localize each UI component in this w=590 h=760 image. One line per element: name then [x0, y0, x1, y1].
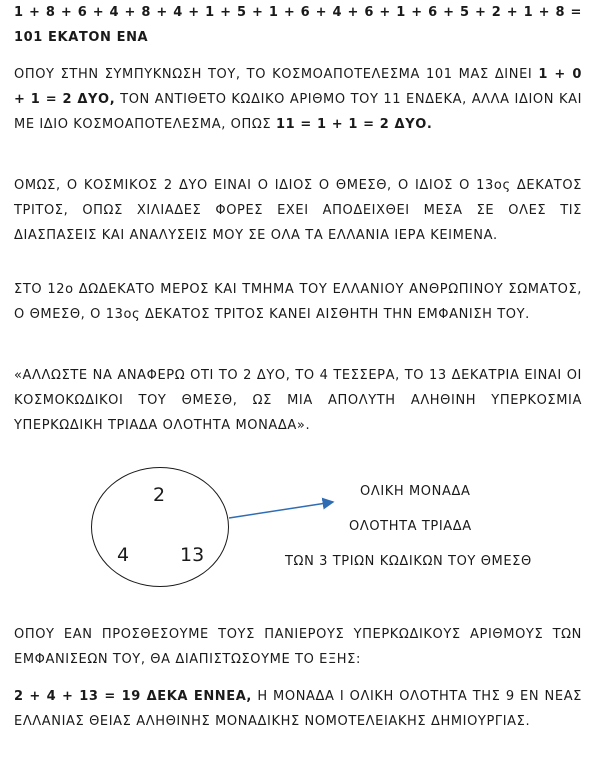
paragraph-if-we-add: ΟΠΟΥ ΕΑΝ ΠΡΟΣΘΕΣΟΥΜΕ ΤΟΥΣ ΠΑΝΙΕΡΟΥΣ ΥΠΕΡΚΩΔΙΚΟΥΣ ΑΡΙΘΜΟΥΣ ΤΩΝ ΕΜΦΑΝΙΣΕΩΝ ΤΟΥ, ΘΑ ΔΙΑΠΙΣΤΩΣΟΥΜΕ ΤΟ ΕΞΗΣ: — [14, 627, 582, 667]
circle-number-thirteen: 13 — [180, 544, 205, 566]
paragraph-text: ΤΟΝ ΑΝΤΙΘΕΤΟ ΚΩΔΙΚΟ ΑΡΙΘΜΟ ΤΟΥ 11 ΕΝΔΕΚΑ, ΑΛΛΑ ΙΔΙΟΝ ΚΑΙ ΜΕ ΙΔΙΟ ΚΟΣΜΟΑΠΟΤΕΛΕΣΜΑ, ΟΠΩΣ — [14, 92, 583, 132]
paragraph-nineteen — [14, 684, 582, 734]
paragraph-twelfth-part: ΣΤΟ 12ο ΔΩΔΕΚΑΤΟ ΜΕΡΟΣ ΚΑΙ ΤΜΗΜΑ ΤΟΥ ΕΛΛΑΝΙΟΥ ΑΝΘΡΩΠΙΝΟΥ ΣΩΜΑΤΟΣ, Ο ΘΜΕΣΘ, Ο 13ος ΔΕΚΑΤΟΣ ΤΡΙΤΟΣ ΚΑΝΕΙ ΑΙΣΘΗΤΗ ΤΗΝ ΕΜΦΑΝΙΣΗ ΤΟΥ. — [14, 282, 582, 322]
label-three-codes: ΤΩΝ 3 ΤΡΙΩΝ ΚΩΔΙΚΩΝ ΤΟΥ ΘΜΕΣΘ — [285, 554, 532, 569]
paragraph-quote: «ΑΛΛΩΣΤΕ ΝΑ ΑΝΑΦΕΡΩ ΟΤΙ ΤΟ 2 ΔΥΟ, ΤΟ 4 ΤΕΣΣΕΡΑ, ΤΟ 13 ΔΕΚΑΤΡΙΑ ΕΙΝΑΙ ΟΙ ΚΟΣΜΟΚΩΔΙΚΟΙ ΤΟΥ ΘΜΕΣΘ, ΩΣ ΜΙΑ ΑΠΟΛΥΤΗ ΑΛΗΘΙΝΗ ΥΠΕΡΚΟΣΜΙΑ ΥΠΕΡΚΩΔΙΚΗ ΤΡΙΑΔΑ ΟΛΟΤΗΤΑ ΜΟΝΑΔΑ». — [14, 368, 582, 433]
circle-number-four: 4 — [117, 544, 130, 566]
paragraph-text: Η ΜΟΝΑΔΑ Ι ΟΛΙΚΗ ΟΛΟΤΗΤΑ ΤΗΣ 9 ΕΝ ΝΕΑΣ ΕΛΛΑΝΙΑΣ ΘΕΙΑΣ ΑΛΗΘΙΝΗΣ ΜΟΝΑΔΙΚΗΣ ΝΟΜΟΤΕΛΕΙΑΚΗΣ ΔΗΜΙΟΥΡΓΙΑΣ. — [14, 689, 582, 729]
bold-equation: 11 = 1 + 1 = 2 ΔΥΟ. — [275, 117, 433, 132]
paragraph-101 — [14, 62, 582, 137]
label-totality-triad: ΟΛΟΤΗΤΑ ΤΡΙΑΔΑ — [349, 519, 472, 534]
label-total-unit: ΟΛΙΚΗ ΜΟΝΑΔΑ — [360, 484, 471, 499]
paragraph-cosmic-two: ΟΜΩΣ, Ο ΚΟΣΜΙΚΟΣ 2 ΔΥΟ ΕΙΝΑΙ Ο ΙΔΙΟΣ Ο ΘΜΕΣΘ, Ο ΙΔΙΟΣ Ο 13ος ΔΕΚΑΤΟΣ ΤΡΙΤΟΣ, ΟΠΩΣ ΧΙΛΙΑΔΕΣ ΦΟΡΕΣ ΕΧΕΙ ΑΠΟΔΕΙΧΘΕΙ ΜΕΣΑ ΣΕ ΟΛΕΣ ΤΙΣ ΔΙΑΣΠΑΣΕΙΣ ΚΑΙ ΑΝΑΛΥΣΕΙΣ ΜΟΥ ΣΕ ΟΛΑ ΤΑ ΕΛΛΑΝΙΑ ΙΕΡΑ ΚΕΙΜΕΝΑ. — [14, 178, 582, 243]
bold-equation: 2 + 4 + 13 = 19 ΔΕΚΑ ΕΝΝΕΑ, — [14, 689, 252, 704]
paragraph-text: ΟΠΟΥ ΣΤΗΝ ΣΥΜΠΥΚΝΩΣΗ ΤΟΥ, ΤΟ ΚΟΣΜΟΑΠΟΤΕΛΕΣΜΑ 101 ΜΑΣ ΔΙΝΕΙ — [14, 67, 539, 82]
paragraph-sum — [14, 0, 582, 50]
sum-equation: 1 + 8 + 6 + 4 + 8 + 4 + 1 + 5 + 1 + 6 + 4 + 6 + 1 + 6 + 5 + 2 + 1 + 8 = 101 ΕΚΑΤΟΝ ΕΝΑ — [14, 5, 582, 45]
circle-number-two: 2 — [153, 484, 166, 506]
bold-equation: 1 + 0 + 1 = 2 ΔΥΟ, — [14, 67, 582, 107]
